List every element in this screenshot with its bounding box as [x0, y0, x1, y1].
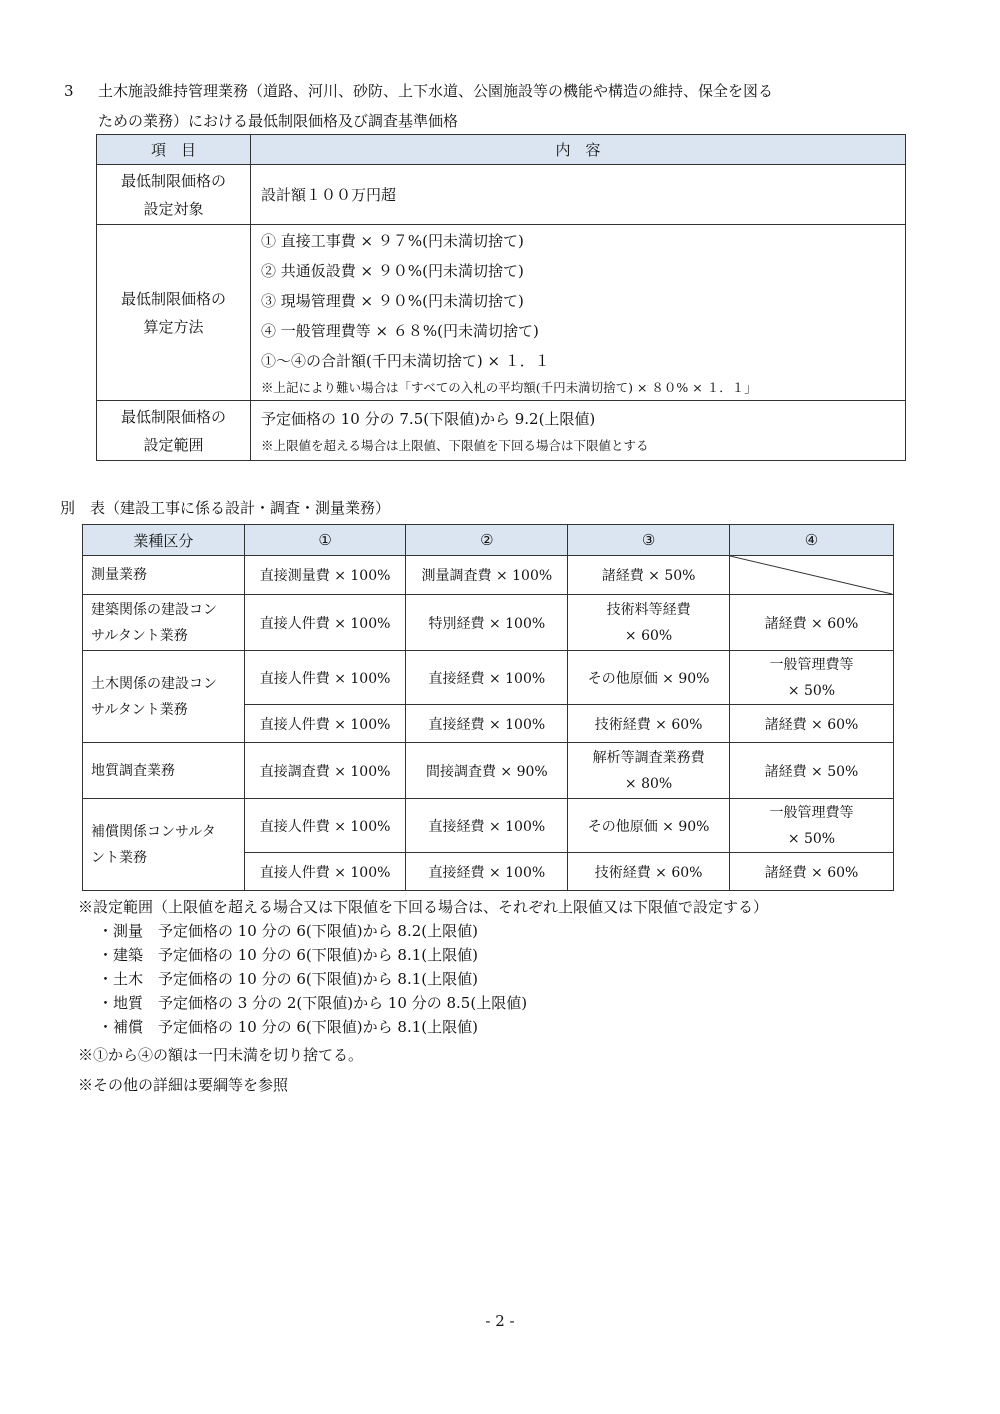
range-item: ・補償 予定価格の 10 分の 6(下限値)から 8.1(上限値) [98, 1018, 478, 1036]
value-cell: その他原価 × 90% [568, 651, 730, 705]
value-line: 技術料等経費 [606, 601, 691, 618]
table-row [83, 743, 894, 799]
value-cell: 測量調査費 × 100% [406, 556, 568, 595]
value-cell: 直接人件費 × 100% [244, 595, 406, 651]
value-line: 解析等調査業務費 [592, 749, 705, 766]
category-cell: 地質調査業務 [83, 743, 245, 799]
table-row [83, 799, 894, 853]
value-cell: 諸経費 × 60% [729, 853, 893, 891]
table-row [83, 651, 894, 705]
appendix-table [82, 524, 894, 891]
value-cell: 直接測量費 × 100% [244, 556, 406, 595]
header-3: ③ [568, 525, 730, 556]
value-line: × 80% [624, 775, 673, 792]
range-item: ・土木 予定価格の 10 分の 6(下限値)から 8.1(上限値) [98, 970, 478, 988]
appendix-title: 別 表（建設工事に係る設計・調査・測量業務） [60, 499, 391, 517]
section-title-line2: ための業務）における最低制限価格及び調査基準価格 [98, 112, 459, 130]
content-line: 予定価格の 10 分の 7.5(下限値)から 9.2(上限値) [261, 409, 596, 428]
empty-diagonal-cell [729, 556, 893, 595]
value-cell: 間接調査費 × 90% [406, 743, 568, 799]
section-title-line1: 土木施設維持管理業務（道路、河川、砂防、上下水道、公園施設等の機能や構造の維持、保全を図る [98, 82, 774, 100]
item-label: 最低制限価格の [120, 407, 226, 426]
value-cell: 諸経費 × 50% [729, 743, 893, 799]
value-line: 一般管理費等 [769, 804, 854, 821]
value-line: 一般管理費等 [769, 656, 854, 673]
value-cell: 特別経費 × 100% [406, 595, 568, 651]
category-cell: 測量業務 [83, 556, 245, 595]
value-cell: 直接調査費 × 100% [244, 743, 406, 799]
value-cell: 技術経費 × 60% [568, 705, 730, 743]
value-line: × 50% [787, 830, 836, 847]
item-label: 算定方法 [143, 317, 204, 336]
content-note: ※上限値を超える場合は上限値、下限値を下回る場合は下限値とする [261, 437, 649, 453]
value-cell: 直接経費 × 100% [406, 651, 568, 705]
header-2: ② [406, 525, 568, 556]
category-line: サルタント業務 [91, 701, 188, 718]
item-label: 設定範囲 [143, 435, 204, 454]
category-line: ント業務 [91, 849, 147, 866]
content-line: 設計額１００万円超 [261, 185, 397, 204]
item-label: 最低制限価格の [120, 171, 226, 190]
section-number: 3 [64, 82, 74, 100]
range-item: ・測量 予定価格の 10 分の 6(下限値)から 8.2(上限値) [98, 922, 478, 940]
content-line: ② 共通仮設費 × ９０%(円未満切捨て) [261, 261, 524, 280]
header-category: 業種区分 [83, 525, 245, 556]
range-item: ・建築 予定価格の 10 分の 6(下限値)から 8.1(上限値) [98, 946, 478, 964]
table-row [97, 225, 906, 401]
header-item: 項 目 [97, 135, 251, 165]
table-row [83, 556, 894, 595]
value-cell: 直接人件費 × 100% [244, 705, 406, 743]
content-line: ①～④の合計額(千円未満切捨て) × １．１ [261, 351, 550, 370]
content-note: ※上記により難い場合は「すべての入札の平均額(千円未満切捨て) × ８０% × １．１」 [261, 379, 757, 395]
content-line: ③ 現場管理費 × ９０%(円未満切捨て) [261, 291, 524, 310]
content-line: ① 直接工事費 × ９７%(円未満切捨て) [261, 231, 524, 250]
item-label: 最低制限価格の [120, 289, 226, 308]
value-cell: 直接人件費 × 100% [244, 651, 406, 705]
value-cell: 直接経費 × 100% [406, 853, 568, 891]
value-cell: 直接人件費 × 100% [244, 853, 406, 891]
value-line: × 60% [624, 627, 673, 644]
value-cell: 諸経費 × 60% [729, 595, 893, 651]
value-cell: その他原価 × 90% [568, 799, 730, 853]
range-item: ・地質 予定価格の 3 分の 2(下限値)から 10 分の 8.5(上限値) [98, 994, 528, 1012]
category-line: サルタント業務 [91, 627, 188, 644]
value-cell: 諸経費 × 60% [729, 705, 893, 743]
content-line: ④ 一般管理費等 × ６８%(円未満切捨て) [261, 321, 539, 340]
table-row [97, 165, 906, 225]
category-line: 土木関係の建設コン [91, 675, 217, 692]
rounding-note: ※①から④の額は一円未満を切り捨てる。 [78, 1046, 364, 1064]
notes-block [78, 895, 958, 1097]
header-1: ① [244, 525, 406, 556]
page-number: - 2 - [485, 1312, 515, 1330]
other-note: ※その他の詳細は要綱等を参照 [78, 1076, 289, 1094]
header-4: ④ [729, 525, 893, 556]
range-note-title: ※設定範囲（上限値を超える場合又は下限値を下回る場合は、それぞれ上限値又は下限値で設定する） [78, 898, 769, 916]
table-row [97, 401, 906, 461]
category-line: 補償関係コンサルタ [91, 823, 216, 840]
category-line: 建築関係の建設コン [91, 601, 217, 618]
table-row [83, 595, 894, 651]
value-cell: 直接経費 × 100% [406, 799, 568, 853]
header-content: 内 容 [251, 135, 906, 165]
diagonal-line [730, 556, 892, 594]
value-line: × 50% [787, 682, 836, 699]
value-cell: 諸経費 × 50% [568, 556, 730, 595]
value-cell: 直接人件費 × 100% [244, 799, 406, 853]
item-label: 設定対象 [143, 199, 204, 218]
value-cell: 技術経費 × 60% [568, 853, 730, 891]
value-cell: 直接経費 × 100% [406, 705, 568, 743]
minimum-price-table [96, 134, 906, 461]
